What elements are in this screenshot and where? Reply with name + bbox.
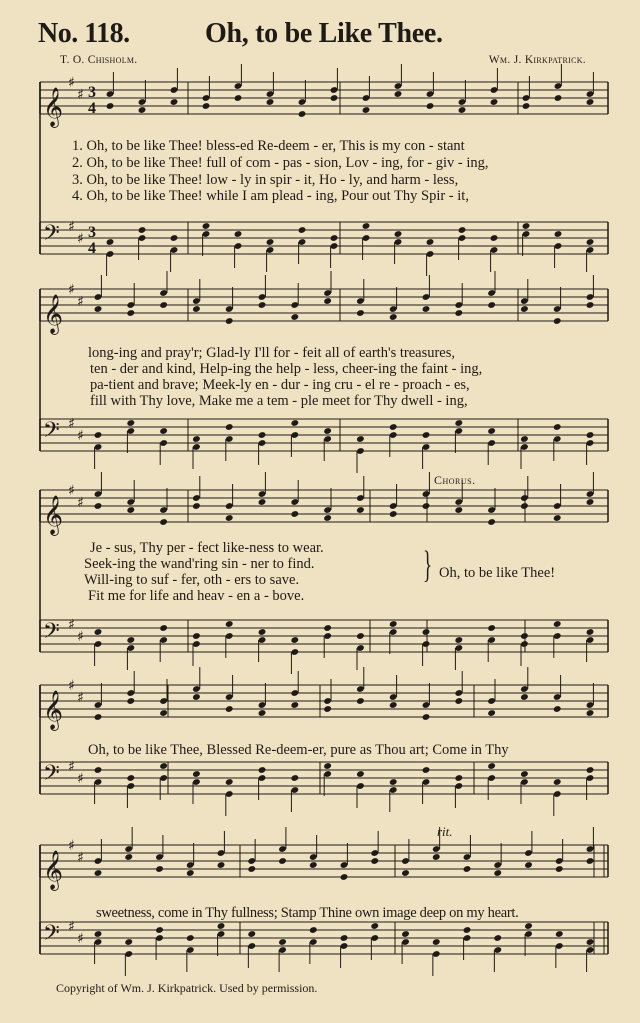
note-head [192,693,201,701]
treble-clef-icon: 𝄞 [43,690,64,730]
lyric-line: Will-ing to suf - fer, oth - ers to save. [84,572,300,588]
lyric-line: Fit me for life and heav - en a - bove. [88,588,305,604]
note-head [401,930,410,938]
bass-clef-icon: 𝄢 [43,619,60,649]
note-head [422,305,431,313]
note-head [106,238,115,246]
note-head [330,234,339,242]
note-head [126,309,135,317]
note-head [159,762,168,770]
note-head [553,778,562,786]
note-head [370,857,379,865]
sharp-icon: ♯ [77,231,84,247]
sharp-icon: ♯ [68,759,75,775]
sharp-icon: ♯ [77,495,84,511]
note-head [94,869,103,877]
note-head [278,857,287,865]
sharp-icon: ♯ [77,931,84,947]
note-head [586,238,595,246]
note-head [266,238,275,246]
note-head [192,770,201,778]
note-head [225,423,234,431]
note-head [490,234,499,242]
note-head [323,427,332,435]
note-head [138,106,147,114]
sharp-icon: ♯ [68,838,75,854]
note-head [463,865,472,873]
note-head [247,930,256,938]
sharp-icon: ♯ [68,416,75,432]
note-head [586,498,595,506]
note-head [520,770,529,778]
chorus-brace: } [423,544,433,586]
time-signature-top: 3 [88,84,96,101]
treble-clef-icon: 𝄞 [43,87,64,127]
note-head [192,305,201,313]
note-head [487,624,496,632]
note-head [520,502,529,510]
note-head [401,869,410,877]
note-head [186,934,195,942]
lyric-line: 1. Oh, to be like Thee! bless-ed Re-deem - er, This is my con - stant [72,138,465,154]
note-head [159,709,168,717]
note-head [290,636,299,644]
note-head [155,865,164,873]
note-head [225,317,234,325]
note-head [124,853,133,861]
note-head [258,709,267,717]
note-head [323,297,332,305]
note-head [422,713,431,721]
note-head [554,230,563,238]
bass-clef-icon: 𝄢 [43,921,60,951]
note-head [524,861,533,869]
note-head [340,873,349,881]
note-head [389,620,398,628]
note-head [356,309,365,317]
note-head [192,632,201,640]
note-head [278,938,287,946]
time-signature-bottom: 4 [88,100,96,117]
lyric-line: 2. Oh, to be like Thee! full of com - pas - sion, Lov - ing, for - giv - ing, [72,155,489,171]
bass-clef-icon: 𝄢 [43,418,60,448]
note-head [520,632,529,640]
note-head [234,230,243,238]
lyricist-credit: T. O. Chisholm. [60,54,138,66]
note-head [126,636,135,644]
sharp-icon: ♯ [68,219,75,235]
note-head [586,98,595,106]
note-head [555,865,564,873]
note-head [553,423,562,431]
note-head [522,222,531,230]
note-head [106,102,115,110]
note-head [217,861,226,869]
note-head [290,510,299,518]
note-head [138,226,147,234]
sharp-icon: ♯ [68,617,75,633]
note-head [202,102,211,110]
sharp-icon: ♯ [68,483,75,499]
sharp-icon: ♯ [77,428,84,444]
note-head [520,693,529,701]
note-head [94,930,103,938]
note-head [493,869,502,877]
note-head [426,238,435,246]
note-head [94,502,103,510]
note-head [126,697,135,705]
note-head [356,697,365,705]
note-head [298,110,307,118]
note-head [422,431,431,439]
note-head [520,435,529,443]
note-head [94,628,103,636]
note-head [362,106,371,114]
note-head [586,628,595,636]
time-signature-bottom: 4 [88,240,96,257]
note-head [155,926,164,934]
note-head [309,926,318,934]
hymn-number: No. 118. [38,18,130,49]
note-head [225,705,234,713]
sharp-icon: ♯ [77,629,84,645]
note-head [522,102,531,110]
treble-clef-icon: 𝄞 [43,850,64,890]
hymn-title: Oh, to be Like Thee. [205,18,443,49]
note-head [487,427,496,435]
note-head [356,506,365,514]
note-head [586,709,595,717]
lyric-line: Oh, to be like Thee, Blessed Re-deem-er, pure as Thou art; Come in Thy [88,742,509,758]
note-head [356,435,365,443]
note-head [340,934,349,942]
note-head [389,778,398,786]
ritardando-mark: rit. [437,824,453,839]
note-head [458,106,467,114]
note-head [454,636,463,644]
note-head [432,853,441,861]
note-head [454,697,463,705]
lyric-line: 3. Oh, to be like Thee! low - ly in spir - it, Ho - ly, and harm - less, [72,172,459,188]
note-head [126,774,135,782]
note-head [94,713,103,721]
note-head [422,766,431,774]
lyric-line: long-ing and pray'r; Glad-ly I'll for - feit all of earth's treasures, [88,345,455,361]
note-head [225,514,234,522]
note-head [258,498,267,506]
sharp-icon: ♯ [77,294,84,310]
note-head [330,94,339,102]
note-head [554,94,563,102]
note-head [266,98,275,106]
sharp-icon: ♯ [77,87,84,103]
sharp-icon: ♯ [68,919,75,935]
note-head [124,938,133,946]
note-head [356,632,365,640]
note-head [323,762,332,770]
note-head [258,766,267,774]
note-head [159,518,168,526]
note-head [202,222,211,230]
note-head [458,226,467,234]
composer-credit: Wm. J. Kirkpatrick. [488,54,586,66]
note-head [247,865,256,873]
note-head [586,938,595,946]
lyric-line: Je - sus, Thy per - fect like-ness to wear. [90,540,324,556]
note-head [290,419,299,427]
lyric-line: sweetness, come in Thy fullness; Stamp Thine own image deep on my heart. [96,905,519,921]
lyric-line: ten - der and kind, Help-ing the help - less, cheer-ing the faint - ing, [90,361,483,377]
note-head [493,934,502,942]
note-head [309,861,318,869]
note-head [170,234,179,242]
note-head [290,313,299,321]
note-head [290,774,299,782]
note-head [290,701,299,709]
note-head [323,514,332,522]
chorus-lyric: Oh, to be like Thee! [439,565,556,581]
sharp-icon: ♯ [68,282,75,298]
note-head [586,431,595,439]
bass-clef-icon: 𝄢 [43,221,60,251]
note-head [186,869,195,877]
note-head [553,620,562,628]
note-head [389,510,398,518]
time-signature-top: 3 [88,224,96,241]
note-head [463,926,472,934]
lyric-line: Seek-ing the wand'ring sin - ner to find. [84,556,315,572]
note-head [426,102,435,110]
lyric-line: pa-tient and brave; Meek-ly en - dur - ing cru - el re - proach - es, [90,377,470,393]
treble-clef-icon: 𝄞 [43,495,64,535]
note-head [394,90,403,98]
note-head [94,431,103,439]
note-head [94,766,103,774]
note-head [159,427,168,435]
note-head [586,857,595,865]
note-head [225,620,234,628]
note-head [487,762,496,770]
copyright-notice: Copyright of Wm. J. Kirkpatrick. Used by permission. [56,981,318,995]
note-head [370,922,379,930]
note-head [170,98,179,106]
note-head [94,305,103,313]
note-head [258,301,267,309]
note-head [323,705,332,713]
note-head [159,301,168,309]
note-head [553,705,562,713]
note-head [389,313,398,321]
note-head [487,518,496,526]
note-head [454,506,463,514]
note-head [454,774,463,782]
note-head [389,423,398,431]
bass-clef-icon: 𝄢 [43,761,60,791]
note-head [553,317,562,325]
note-head [487,301,496,309]
note-head [490,98,499,106]
note-head [454,309,463,317]
note-head [586,301,595,309]
sharp-icon: ♯ [68,678,75,694]
sharp-icon: ♯ [77,771,84,787]
note-head [389,701,398,709]
note-head [553,514,562,522]
staff-lines [40,82,608,954]
note-head [126,506,135,514]
note-head [234,94,243,102]
note-head [487,709,496,717]
note-head [524,922,533,930]
lyric-line: 4. Oh, to be like Thee! while I am plead - ing, Pour out Thy Spir - it, [72,188,469,204]
note-head [422,502,431,510]
sharp-icon: ♯ [68,75,75,91]
note-head [298,226,307,234]
sharp-icon: ♯ [77,690,84,706]
note-head [323,624,332,632]
note-head [258,628,267,636]
note-head [394,230,403,238]
note-head [356,770,365,778]
note-head [192,502,201,510]
note-head [126,419,135,427]
sharp-icon: ♯ [77,850,84,866]
lyric-line: fill with Thy love, Make me a tem - ple meet for Thy dwell - ing, [90,393,468,409]
note-head [432,938,441,946]
note-head [422,628,431,636]
note-head [586,766,595,774]
note-head [159,624,168,632]
note-head [555,930,564,938]
note-head [192,435,201,443]
chorus-label: Chorus. [434,473,476,487]
note-head [217,922,226,930]
treble-clef-icon: 𝄞 [43,294,64,334]
note-head [362,222,371,230]
note-head [258,431,267,439]
note-head [520,305,529,313]
note-head [454,419,463,427]
note-head [225,778,234,786]
